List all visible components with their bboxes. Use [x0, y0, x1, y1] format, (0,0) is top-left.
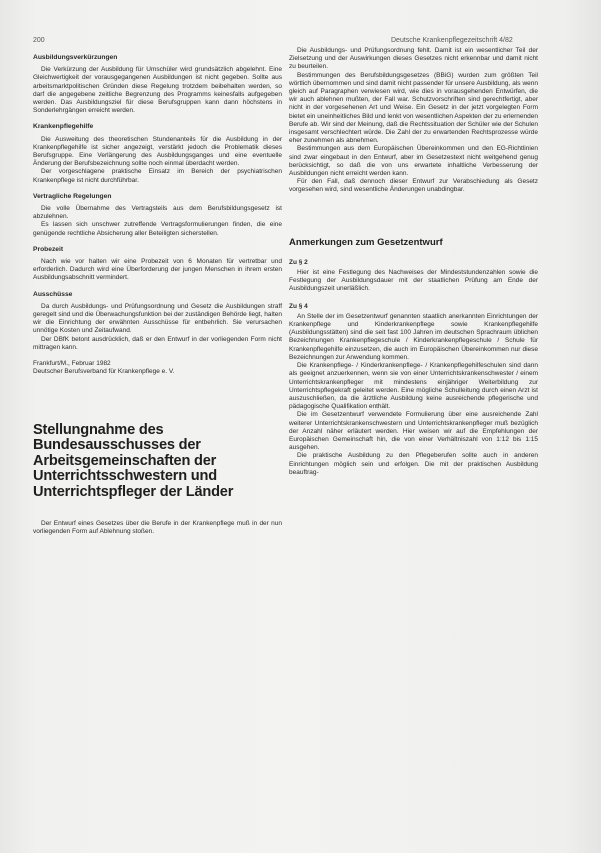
section-heading-ausschuesse: Ausschüsse [33, 290, 73, 298]
paragraph: Bestimmungen des Berufsbildungsgesetzes (BBiG) wurden zum größten Teil wörtlich übernommen und sind damit nicht passender für unsere Ausbildung, als wenn gleich auf Paragraphen verwiesen wird, wie dies in vorausgehenden Entwürfen, die wir auch ablehnen mußten, der Fall war. Schutzvorschriften sind gerechtfertigt, aber nicht in der vorgesehenen Art und Weise. Ein Gesetz in der jetzt vorgelegten Form bietet ein uneinheitliches Bild und lenkt von wesentlichen Aspekten der zu erlernenden Berufe ab. Wir sind der Meinung, daß die Rechtssituation der Schüler wie der Schulen insgesamt verschlechtert würde. Die Zahl der zu erwartenden Rechtsprozesse würde eher zunehmen als abnehmen. [289, 71, 538, 145]
left-column [33, 50, 282, 536]
paragraph: Die volle Übernahme des Vertragsteils aus dem Berufsbildungsgesetz ist abzulehnen. [33, 205, 282, 221]
paragraph: Die Verkürzung der Ausbildung für Umschüler wird grundsätzlich abgelehnt. Eine Gleichwertigkeit der vorausgegangenen Ausbildungen ist nicht gegeben. Sollte aus arbeitsmarktpolitischen Gründen diese Regelung trotzdem beibehalten werden, so darf die angegebene zeitliche Begrenzung des Programms keinesfalls aufgegeben werden. Das Ausbildungsziel für diese Berufsgruppen kann dann höchstens in Sonderlehrgängen erreicht werden. [33, 66, 282, 115]
running-header: Deutsche Krankenpflegezeitschrift 4/82 [391, 37, 513, 44]
paragraph: Der Entwurf eines Gesetzes über die Berufe in der Krankenpflege muß in der nun vorliegenden Form auf Ablehnung stoßen. [33, 520, 282, 536]
paragraph: Der DBfK betont ausdrücklich, daß er den Entwurf in der vorliegenden Form nicht mittragen kann. [33, 335, 282, 351]
section-heading-ausbildungsverkuerzungen: Ausbildungsverkürzungen [33, 54, 118, 61]
signature-organization: Deutscher Berufsverband für Krankenpflege e. V. [33, 368, 175, 376]
subsection-heading-zu-2: Zu § 2 [289, 258, 308, 266]
paragraph: Nach wie vor halten wir eine Probezeit von 6 Monaten für vertretbar und erforderlich. Dadurch wird eine Überforderung der jungen Menschen in ihrem ersten Ausbildungsabschnitt vermindert. [33, 258, 282, 282]
paragraph: Da durch Ausbildungs- und Prüfungsordnung und Gesetz die Ausbildungen straff geregelt sind und die Überwachungsfunktion bei der zuständigen Behörde liegt, halten wir die Einrichtung der erwähnten Ausschüsse für entbehrlich. Sie verursachen unnötige Kosten und Zeitaufwand. [33, 302, 282, 335]
paragraph: Die im Gesetzentwurf verwendete Formulierung über eine ausreichende Zahl weiterer Unterrichtskrankenschwestern und Unterrichtskrankenpfleger muß bezüglich der Anzahl näher erläutert werden. Hier weisen wir auf die Empfehlungen der Europäischen Gemeinschaft hin, die von einer Verhältniszahl von 1:12 bis 1:15 ausgehen. [289, 411, 538, 452]
signature-place-date: Frankfurt/M., Februar 1982 [33, 360, 111, 368]
subsection-heading-zu-4: Zu § 4 [289, 302, 308, 310]
paragraph: Der vorgeschlagene praktische Einsatz im Bereich der psychiatrischen Krankenpflege ist nicht durchführbar. [33, 168, 282, 184]
paragraph: Die Ausweitung des theoretischen Stundenanteils für die Ausbildung in der Krankenpflegehilfe ist sicher angezeigt, verstärkt jedoch die Problematik dieses Berufsgruppe. Eine Verlängerung des Ausbildungsganges und eine eventuelle Änderung der Berufsbezeichnung sollte noch einmal überdacht werden. [33, 135, 282, 168]
paragraph: Hier ist eine Festlegung des Nachweises der Mindeststundenzahlen sowie die Festlegung der Ausbildungsdauer mit der staatlichen Prüfung am Ende der Ausbildungszeit unerläßlich. [289, 269, 538, 293]
paragraph: Die Krankenpflege- / Kinderkrankenpflege- / Krankenpflegehilfeschulen sind dann als geeignet anzuerkennen, wenn sie von einer Unterrichtskrankenschwester / einem Unterrichtskrankenpfleger mit mindestens einjähriger Weiterbildung zur Unterrichtspflegekraft geleitet werden. Eine mögliche Schulleitung durch einen Arzt ist auszuschließen, da die ärztliche Ausbildung keine ausreichende pflegerische und pädagogische Qualifikation enthält. [289, 362, 538, 411]
right-column [289, 47, 538, 477]
section-heading-probezeit: Probezeit [33, 245, 64, 253]
paragraph: Bestimmungen aus dem Europäischen Übereinkommen und den EG-Richtlinien sind zwar eingebaut in den Entwurf, aber im Gesetzestext nicht weitgehend genug berücksichtigt, so daß die von uns erwartete inhaltliche Verbesserung der Ausbildungen nicht erreicht werden kann. [289, 145, 538, 178]
page-number: 200 [33, 37, 45, 44]
paragraph: Die Ausbildungs- und Prüfungsordnung fehlt. Damit ist ein wesentlicher Teil der Zielsetzung und der Auswirkungen dieses Gesetzes nicht erkennbar und damit nicht zu beurteilen. [289, 47, 538, 71]
paragraph: An Stelle der im Gesetzentwurf genannten staatlich anerkannten Einrichtungen der Krankenpflege und Kinderkrankenpflege sowie Krankenpflegehilfe (Ausbildungsstätten) sind die seit fast 100 Jahren im deutschen Sprachraum üblichen Bezeichnungen Krankenpflegeschule / Kinderkrankenpflegeschule / Schule für Krankenpflegehilfe einzusetzen, die auch im Europäischen Übereinkommen nur diese Bezeichnungen zur Anwendung kommen. [289, 312, 538, 361]
section-heading-anmerkungen: Anmerkungen zum Gesetzentwurf [289, 236, 443, 248]
paragraph: Die praktische Ausbildung zu den Pflegeberufen sollte auch in anderen Einrichtungen möglich sein und erfolgen. Die mit der praktischen Ausbildung beauftrag- [289, 452, 538, 476]
section-heading-krankenpflegehilfe: Krankenpflegehilfe [33, 123, 94, 131]
article-heading: Stellungnahme des Bundesausschusses der Arbeitsgemeinschaften der Unterrichtsschwestern und Unterrichtspfleger der Länder [33, 421, 234, 500]
paragraph: Für den Fall, daß dennoch dieser Entwurf zur Verabschiedung als Gesetz vorgesehen wird, sind wesentliche Änderungen unabdingbar. [289, 178, 538, 194]
section-heading-vertragliche-regelungen: Vertragliche Regelungen [33, 192, 112, 200]
paragraph: Es lassen sich unschwer zutreffende Vertragsformulierungen finden, die eine genügende rechtliche Absicherung aller Beteiligten sicherstellen. [33, 221, 282, 237]
